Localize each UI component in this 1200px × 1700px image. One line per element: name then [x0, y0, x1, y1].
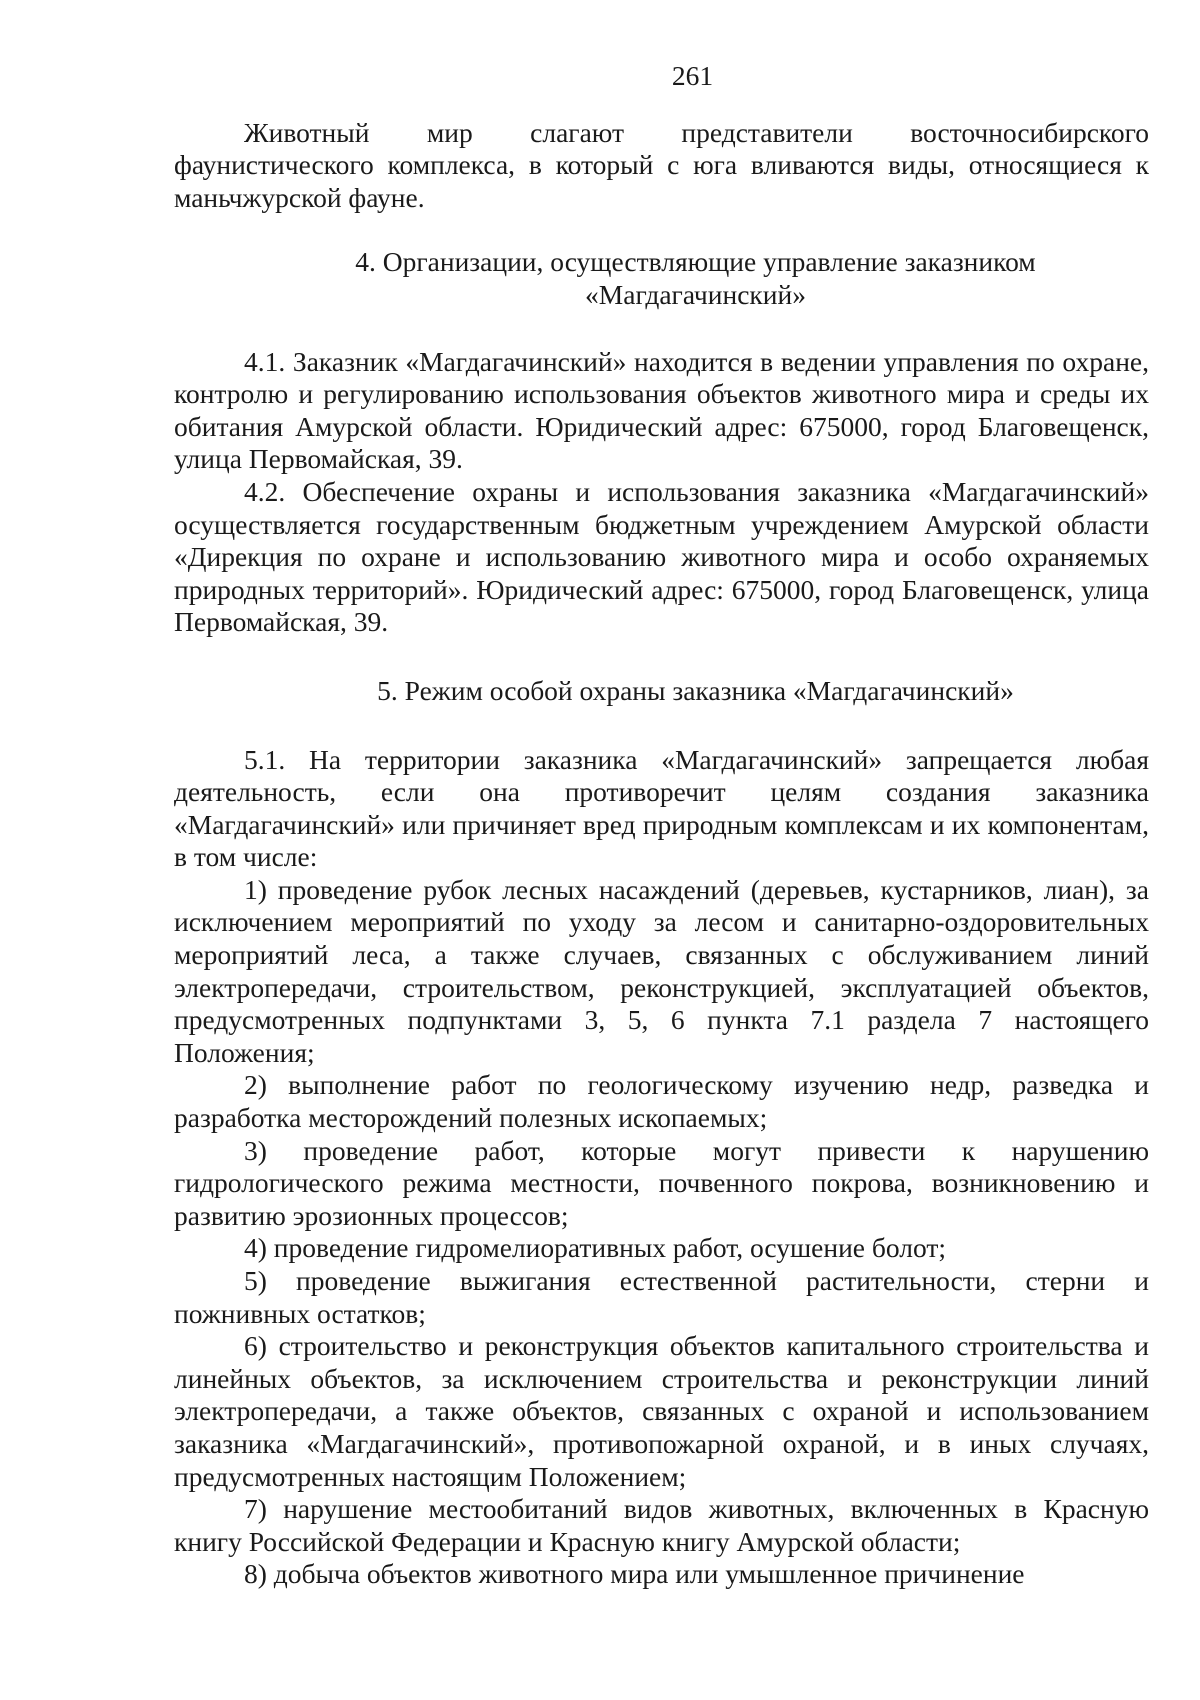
- section-5-heading: 5. Режим особой охраны заказника «Магдагачинский»: [377, 674, 1014, 706]
- list-item-3: 3) проведение работ, которые могут привести к нарушению гидрологического режима местности, почвенного покрова, возникновению и развитию эрозионных процессов;: [174, 1134, 1149, 1231]
- section-4-heading-line-2: «Магдагачинский»: [585, 278, 806, 310]
- list-item-4: 4) проведение гидромелиоративных работ, осушение болот;: [244, 1232, 947, 1264]
- section-4-heading: [242, 246, 1149, 311]
- paragraph-4-1: 4.1. Заказник «Магдагачинский» находится в ведении управления по охране, контролю и регулированию использования объектов животного мира и среды их обитания Амурской области. Юридический адрес: 675000, город Благовещенск, улица Первомайская, 39.: [174, 345, 1149, 475]
- list-item-6: 6) строительство и реконструкция объектов капитального строительства и линейных объектов, за исключением строительства и реконструкции линий электропередачи, а также объектов, связанных с охраной и использованием заказника «Магдагачинский», противопожарной охраной, и в иных случаях, предусмотренных настоящим Положением;: [174, 1330, 1149, 1492]
- list-item-5: 5) проведение выжигания естественной растительности, стерни и пожнивных остатков;: [174, 1265, 1149, 1329]
- list-item-7: 7) нарушение местообитаний видов животных, включенных в Красную книгу Российской Федерации и Красную книгу Амурской области;: [174, 1493, 1149, 1557]
- document-page: [174, 60, 1149, 1591]
- list-item-1: 1) проведение рубок лесных насаждений (деревьев, кустарников, лиан), за исключением мероприятий по уходу за лесом и санитарно-оздоровительных мероприятий леса, а также случаев, связанных с обслуживанием линий электропередачи, строительством, реконструкцией, эксплуатацией объектов, предусмотренных подпунктами 3, 5, 6 пункта 7.1 раздела 7 настоящего Положения;: [174, 873, 1149, 1068]
- intro-paragraph: Животный мир слагают представители восточносибирского фаунистического комплекса, в который с юга вливаются виды, относящиеся к маньчжурской фауне.: [174, 116, 1149, 213]
- list-item-2: 2) выполнение работ по геологическому изучению недр, разведка и разработка месторождений полезных ископаемых;: [174, 1069, 1149, 1134]
- paragraph-4-2: 4.2. Обеспечение охраны и использования заказника «Магдагачинский» осуществляется государственным бюджетным учреждением Амурской области «Дирекция по охране и использованию животного мира и особо охраняемых природных территорий». Юридический адрес: 675000, город Благовещенск, улица Первомайская, 39.: [174, 475, 1149, 638]
- list-item-8: 8) добыча объектов животного мира или умышленное причинение: [244, 1558, 1025, 1590]
- page-number: 261: [671, 60, 714, 91]
- section-4-heading-line-1: 4. Организации, осуществляющие управление заказником: [355, 246, 1036, 278]
- paragraph-5-1: 5.1. На территории заказника «Магдагачинский» запрещается любая деятельность, если она противоречит целям создания заказника «Магдагачинский» или причиняет вред природным комплексам и их компонентам, в том числе:: [174, 743, 1149, 873]
